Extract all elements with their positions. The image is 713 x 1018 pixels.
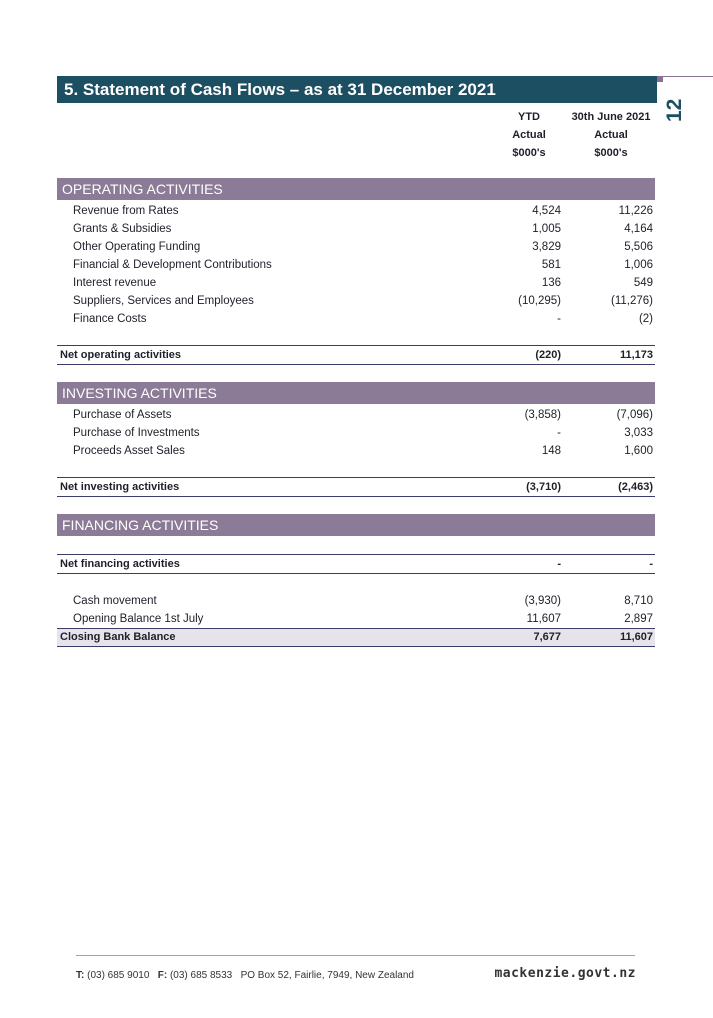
row-label: Revenue from Rates xyxy=(73,205,179,217)
total-label: Net operating activities xyxy=(60,349,182,361)
table-row xyxy=(57,610,655,628)
row-value-prior: 549 xyxy=(633,277,653,289)
section-heading-operating: OPERATING ACTIVITIES xyxy=(57,178,655,200)
total-row-financing xyxy=(57,554,655,574)
row-value-ytd: 581 xyxy=(541,259,561,271)
row-label: Suppliers, Services and Employees xyxy=(73,295,254,307)
column-header-line: $000's xyxy=(594,147,628,159)
row-label: Interest revenue xyxy=(73,277,157,289)
closing-value-ytd: 7,677 xyxy=(533,631,561,643)
page-title: 5. Statement of Cash Flows – as at 31 December 2021 xyxy=(57,76,657,103)
row-value-ytd: 148 xyxy=(541,445,561,457)
row-label: Proceeds Asset Sales xyxy=(73,445,185,457)
table-row xyxy=(57,220,655,238)
footer-divider xyxy=(76,955,635,956)
total-row-operating xyxy=(57,345,655,365)
total-value-prior: - xyxy=(649,558,653,570)
phone-label: T: xyxy=(76,970,85,981)
row-value-ytd: - xyxy=(557,427,561,439)
fax-and-address: (03) 685 8533 PO Box 52, Fairlie, 7949, New Zealand xyxy=(167,970,414,981)
row-value-prior: 2,897 xyxy=(624,613,653,625)
row-value-prior: (11,276) xyxy=(611,295,653,307)
row-value-ytd: 1,005 xyxy=(532,223,561,235)
row-label: Purchase of Investments xyxy=(73,427,200,439)
section-heading-financing: FINANCING ACTIVITIES xyxy=(57,514,655,536)
row-value-prior: 8,710 xyxy=(624,595,653,607)
footer-contact xyxy=(76,970,414,981)
total-value-prior: (2,463) xyxy=(618,481,653,493)
row-value-ytd: - xyxy=(557,313,561,325)
table-row xyxy=(57,274,655,292)
row-value-ytd: 3,829 xyxy=(532,241,561,253)
column-header-line: $000's xyxy=(512,147,546,159)
column-header-line: YTD xyxy=(518,111,540,123)
row-value-prior: 1,006 xyxy=(624,259,653,271)
closing-label: Closing Bank Balance xyxy=(60,631,176,643)
table-row xyxy=(57,406,655,424)
row-value-ytd: (10,295) xyxy=(518,295,561,307)
closing-balance-row xyxy=(57,628,655,647)
row-value-ytd: 136 xyxy=(541,277,561,289)
fax-label: F: xyxy=(157,970,168,981)
total-value-prior: 11,173 xyxy=(619,349,653,361)
closing-value-prior: 11,607 xyxy=(619,631,653,643)
row-value-prior: 3,033 xyxy=(624,427,653,439)
total-value-ytd: - xyxy=(557,558,561,570)
row-value-prior: 11,226 xyxy=(618,205,653,217)
row-label: Purchase of Assets xyxy=(73,409,172,421)
row-label: Opening Balance 1st July xyxy=(73,613,204,625)
column-header-line: 30th June 2021 xyxy=(571,111,651,123)
row-label: Grants & Subsidies xyxy=(73,223,172,235)
page-number: 12 xyxy=(663,98,686,122)
accent-bar xyxy=(657,76,663,82)
row-label: Cash movement xyxy=(73,595,157,607)
accent-line xyxy=(657,76,713,77)
column-header-line: Actual xyxy=(512,129,546,141)
table-row xyxy=(57,424,655,442)
row-label: Other Operating Funding xyxy=(73,241,201,253)
total-label: Net financing activities xyxy=(60,558,180,570)
row-value-ytd: 11,607 xyxy=(526,613,561,625)
row-value-prior: 5,506 xyxy=(624,241,653,253)
total-label: Net investing activities xyxy=(60,481,180,493)
row-value-prior: (2) xyxy=(638,313,653,325)
table-row xyxy=(57,442,655,460)
row-label: Financial & Development Contributions xyxy=(73,259,272,271)
footer-website[interactable]: mackenzie.govt.nz xyxy=(494,966,636,981)
total-row-investing xyxy=(57,477,655,497)
row-value-ytd: (3,858) xyxy=(524,409,561,421)
table-row xyxy=(57,238,655,256)
row-value-prior: (7,096) xyxy=(616,409,653,421)
table-row xyxy=(57,592,655,610)
table-row xyxy=(57,256,655,274)
column-header-prior-year xyxy=(566,108,656,162)
row-label: Finance Costs xyxy=(73,313,147,325)
column-header-line: Actual xyxy=(594,129,628,141)
row-value-prior: 4,164 xyxy=(624,223,653,235)
row-value-prior: 1,600 xyxy=(624,445,653,457)
phone-number: (03) 685 9010 xyxy=(84,970,158,981)
table-row xyxy=(57,292,655,310)
row-value-ytd: (3,930) xyxy=(524,595,561,607)
table-row xyxy=(57,310,655,328)
column-header-ytd xyxy=(497,108,561,162)
section-heading-investing: INVESTING ACTIVITIES xyxy=(57,382,655,404)
total-value-ytd: (220) xyxy=(535,349,561,361)
row-value-ytd: 4,524 xyxy=(532,205,561,217)
table-row xyxy=(57,202,655,220)
total-value-ytd: (3,710) xyxy=(526,481,561,493)
